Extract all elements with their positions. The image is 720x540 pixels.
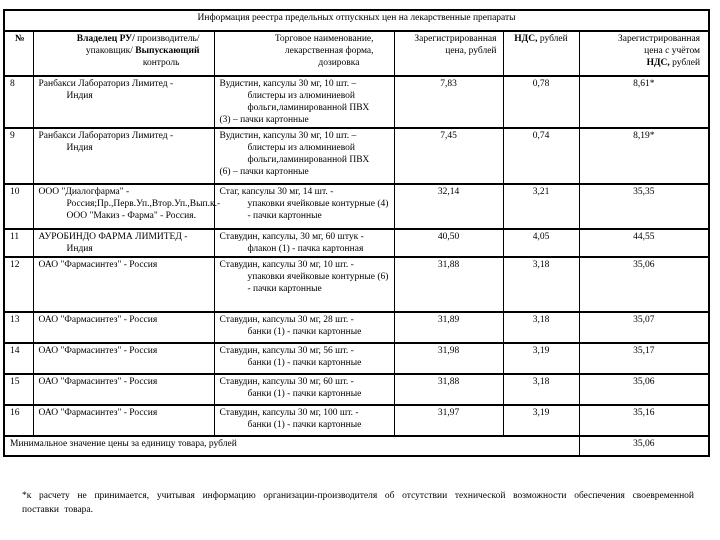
minimum-price-row: [4, 436, 709, 456]
row-price-with-vat: 35,35: [579, 184, 709, 229]
row-drug: Вудистин, капсулы 30 мг, 10 шт. – блистеры из алюминиевой фольги,ламинированной ПВХ (3) – пачки картонные: [214, 76, 394, 128]
header-registered-price-with-vat: Зарегистрированная цена с учётом НДС, рублей: [579, 31, 709, 76]
row-vat: 0,74: [503, 128, 579, 184]
row-owner: АУРОБИНДО ФАРМА ЛИМИТЕД - Индия: [33, 229, 214, 257]
row-vat: 3,18: [503, 374, 579, 405]
row-drug: Стаг, капсулы 30 мг, 14 шт. - упаковки ячейковые контурные (4) - пачки картонные: [214, 184, 394, 229]
row-price: 31,89: [394, 312, 503, 343]
row-price-with-vat: 35,16: [579, 405, 709, 436]
row-price: 32,14: [394, 184, 503, 229]
footnote: *к расчету не принимается, учитывая информацию организации-производителя об отсутствии технической возможности обеспечения своевременной поставки товара.: [22, 491, 694, 515]
row-price-with-vat: 35,07: [579, 312, 709, 343]
table-row: [4, 374, 709, 405]
header-no: №: [4, 31, 33, 76]
row-owner: Ранбакси Лабораториз Лимитед - Индия: [33, 76, 214, 128]
row-vat: 0,78: [503, 76, 579, 128]
row-number: 9: [4, 128, 33, 184]
row-price-with-vat: 8,61*: [579, 76, 709, 128]
row-drug: Ставудин, капсулы 30 мг, 56 шт. - банки (1) - пачки картонные: [214, 343, 394, 374]
table-row: [4, 229, 709, 257]
header-drug: Торговое наименование, лекарственная форма, дозировка: [214, 31, 394, 76]
row-number: 11: [4, 229, 33, 257]
minimum-price-value: 35,06: [579, 436, 709, 456]
table-row: [4, 257, 709, 312]
row-number: 8: [4, 76, 33, 128]
table-row: [4, 405, 709, 436]
row-price: 7,45: [394, 128, 503, 184]
row-owner: ОАО "Фармасинтез" - Россия: [33, 343, 214, 374]
row-vat: 3,18: [503, 257, 579, 312]
table-row: [4, 184, 709, 229]
row-price: 31,88: [394, 374, 503, 405]
header-owner: Владелец РУ/ производитель/ упаковщик/ Выпускающий контроль: [33, 31, 214, 76]
row-owner: ООО "Диалогфарма" - Россия;Пр.,Перв.Уп.,Втор.Уп.,Вып.к.-ООО "Макиз - Фарма" - Россия.: [33, 184, 214, 229]
row-price-with-vat: 35,06: [579, 257, 709, 312]
row-price-with-vat: 44,55: [579, 229, 709, 257]
table-row: [4, 343, 709, 374]
row-vat: 3,18: [503, 312, 579, 343]
row-drug: Вудистин, капсулы 30 мг, 10 шт. – блистеры из алюминиевой фольги,ламинированной ПВХ (6) – пачки картонные: [214, 128, 394, 184]
row-price-with-vat: 35,06: [579, 374, 709, 405]
row-drug: Ставудин, капсулы, 30 мг, 60 штук - флакон (1) - пачка картонная: [214, 229, 394, 257]
table-row: [4, 76, 709, 128]
row-owner: Ранбакси Лабораториз Лимитед - Индия: [33, 128, 214, 184]
row-price: 40,50: [394, 229, 503, 257]
minimum-price-label: Минимальное значение цены за единицу товара, рублей: [4, 436, 579, 456]
row-vat: 3,19: [503, 405, 579, 436]
row-drug: Ставудин, капсулы 30 мг, 60 шт. - банки (1) - пачки картонные: [214, 374, 394, 405]
row-owner: ОАО "Фармасинтез" - Россия: [33, 374, 214, 405]
table-title: Информация реестра предельных отпускных цен на лекарственные препараты: [4, 10, 709, 31]
header-vat: НДС, рублей: [503, 31, 579, 76]
row-number: 16: [4, 405, 33, 436]
row-vat: 4,05: [503, 229, 579, 257]
row-drug: Ставудин, капсулы 30 мг, 10 шт. - упаковки ячейковые контурные (6) - пачки картонные: [214, 257, 394, 312]
row-vat: 3,21: [503, 184, 579, 229]
row-price: 31,88: [394, 257, 503, 312]
table-title-row: [4, 10, 709, 31]
row-number: 14: [4, 343, 33, 374]
row-number: 13: [4, 312, 33, 343]
row-price: 31,97: [394, 405, 503, 436]
row-drug: Ставудин, капсулы 30 мг, 100 шт. - банки (1) - пачки картонные: [214, 405, 394, 436]
header-registered-price: Зарегистрированная цена, рублей: [394, 31, 503, 76]
row-price: 7,83: [394, 76, 503, 128]
row-vat: 3,19: [503, 343, 579, 374]
row-owner: ОАО "Фармасинтез" - Россия: [33, 312, 214, 343]
row-price: 31,98: [394, 343, 503, 374]
row-owner: ОАО "Фармасинтез" - Россия: [33, 257, 214, 312]
header-row: [4, 31, 709, 76]
row-number: 10: [4, 184, 33, 229]
row-number: 12: [4, 257, 33, 312]
row-drug: Ставудин, капсулы 30 мг, 28 шт. - банки (1) - пачки картонные: [214, 312, 394, 343]
price-registry-table: [3, 9, 710, 457]
row-owner: ОАО "Фармасинтез" - Россия: [33, 405, 214, 436]
row-price-with-vat: 35,17: [579, 343, 709, 374]
table-row: [4, 312, 709, 343]
row-number: 15: [4, 374, 33, 405]
row-price-with-vat: 8,19*: [579, 128, 709, 184]
table-row: [4, 128, 709, 184]
